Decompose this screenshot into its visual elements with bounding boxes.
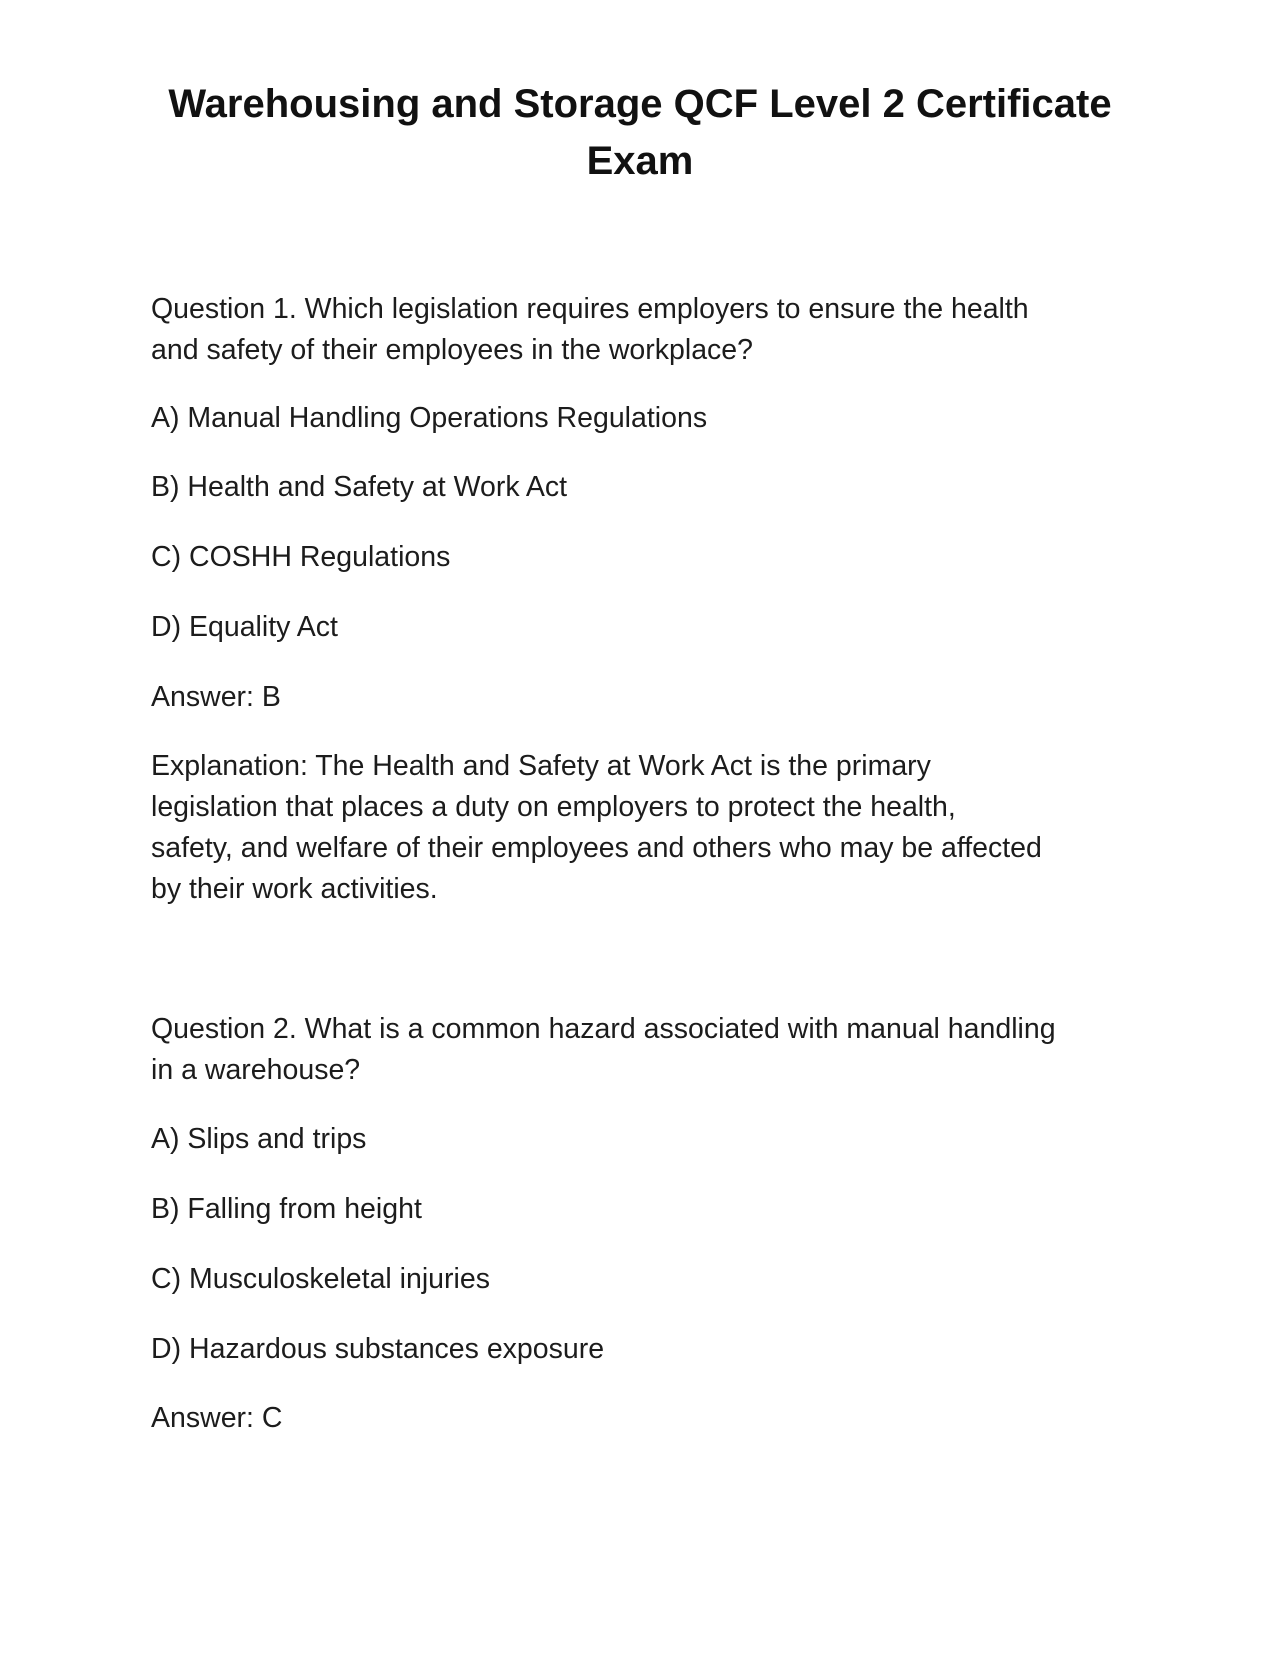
question-2-answer: Answer: C bbox=[151, 1402, 283, 1434]
question-2-option-b: B) Falling from height bbox=[151, 1193, 422, 1225]
question-1-answer: Answer: B bbox=[151, 681, 281, 713]
question-2-text-line-2: in a warehouse? bbox=[151, 1054, 361, 1086]
question-1-option-d: D) Equality Act bbox=[151, 611, 338, 643]
question-1-text-line-2: and safety of their employees in the workplace? bbox=[151, 334, 754, 366]
question-1-explanation-line-3: safety, and welfare of their employees and others who may be affected bbox=[151, 832, 1042, 864]
question-1-option-b: B) Health and Safety at Work Act bbox=[151, 471, 568, 503]
question-2-option-d: D) Hazardous substances exposure bbox=[151, 1333, 605, 1365]
title-line-2: Exam bbox=[586, 139, 694, 183]
question-2-option-c: C) Musculoskeletal injuries bbox=[151, 1263, 490, 1295]
question-1-option-c: C) COSHH Regulations bbox=[151, 541, 451, 573]
question-1-option-a: A) Manual Handling Operations Regulations bbox=[151, 402, 708, 434]
question-1-text-line-1: Question 1. Which legislation requires employers to ensure the health bbox=[151, 293, 1029, 325]
title-line-1: Warehousing and Storage QCF Level 2 Certificate bbox=[168, 82, 1112, 126]
question-1-explanation-line-4: by their work activities. bbox=[151, 873, 438, 905]
question-2-option-a: A) Slips and trips bbox=[151, 1123, 367, 1155]
question-1-explanation-line-2: legislation that places a duty on employers to protect the health, bbox=[151, 791, 956, 823]
document-title bbox=[120, 76, 1160, 190]
question-2-text-line-1: Question 2. What is a common hazard associated with manual handling bbox=[151, 1013, 1056, 1045]
question-1-explanation-line-1: Explanation: The Health and Safety at Work Act is the primary bbox=[151, 750, 931, 782]
